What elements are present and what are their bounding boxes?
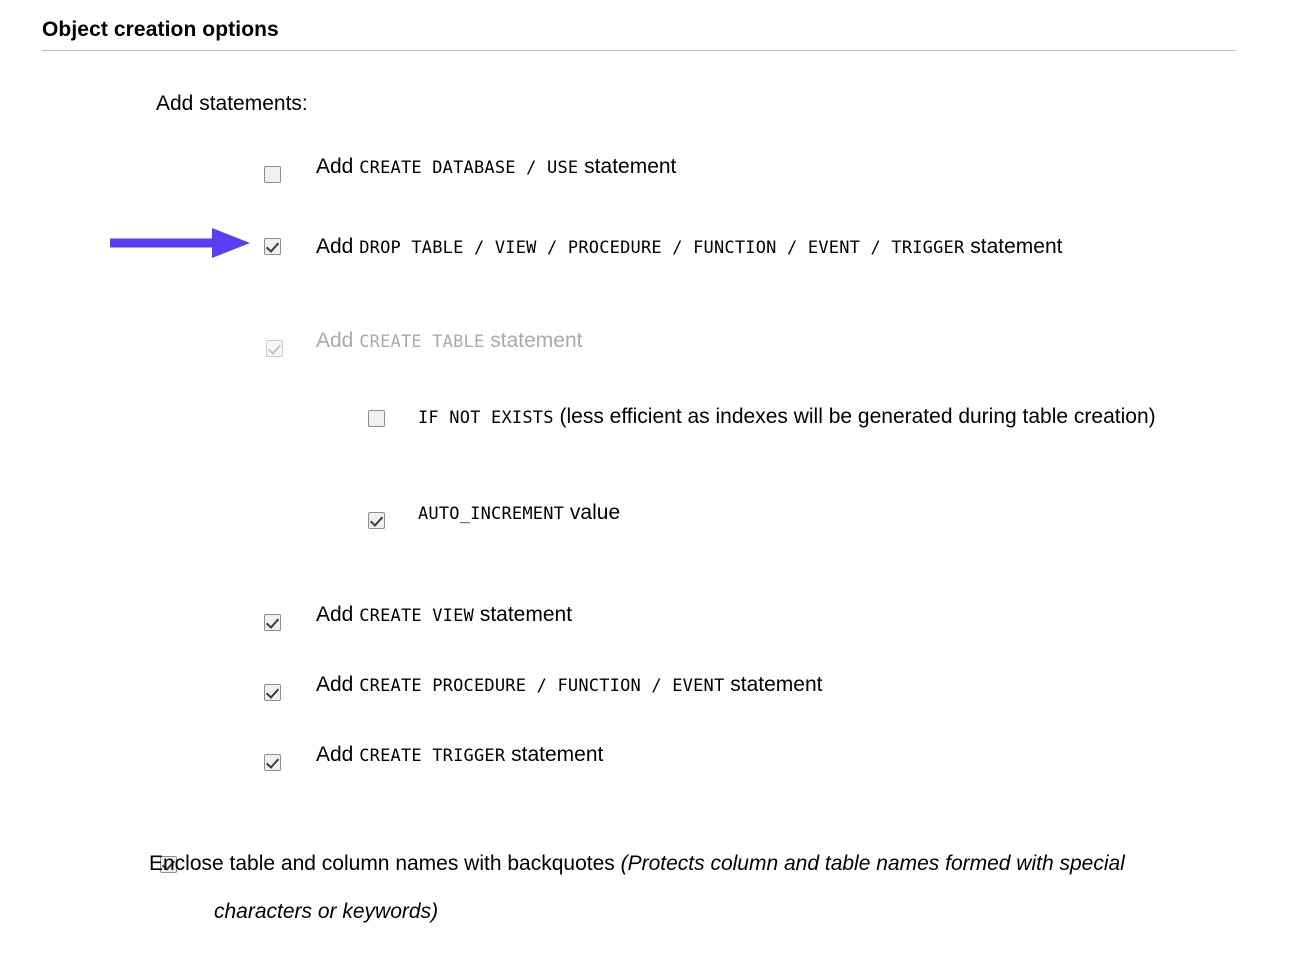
- checkbox-box[interactable]: [368, 410, 385, 427]
- option-keyword: DROP TABLE / VIEW / PROCEDURE / FUNCTION / EVENT / TRIGGER: [359, 238, 965, 258]
- checkbox-if-not-exists[interactable]: [368, 404, 385, 432]
- option-keyword: CREATE VIEW: [359, 606, 474, 626]
- option-suffix: statement: [964, 235, 1063, 258]
- label-create-table: [316, 326, 1216, 357]
- add-statements-label: Add statements:: [156, 92, 308, 115]
- label-create-database: [316, 152, 1216, 183]
- option-suffix: statement: [505, 743, 604, 766]
- page-title: Object creation options: [42, 18, 279, 41]
- option-prefix: Add: [316, 155, 360, 178]
- label-create-trigger: [316, 740, 1216, 771]
- option-suffix: (less efficient as indexes will be generated during table creation): [553, 405, 1156, 428]
- checkbox-box[interactable]: [368, 512, 385, 529]
- option-suffix: statement: [724, 673, 823, 696]
- option-prefix: Add: [316, 603, 360, 626]
- option-keyword: CREATE TABLE: [359, 332, 485, 352]
- backquotes-note: (Protects column and table names formed with special characters or keywords): [214, 852, 1125, 923]
- option-keyword: CREATE TRIGGER: [359, 746, 506, 766]
- option-suffix: statement: [484, 329, 583, 352]
- option-prefix: Add: [316, 329, 360, 352]
- checkbox-box[interactable]: [264, 614, 281, 631]
- option-keyword: CREATE DATABASE / USE: [359, 158, 579, 178]
- checkbox-box[interactable]: [266, 340, 283, 357]
- option-prefix: Add: [316, 673, 360, 696]
- checkbox-create-procedure[interactable]: [264, 678, 281, 706]
- label-auto-increment: [418, 498, 1158, 529]
- label-create-procedure: [316, 670, 1216, 701]
- checkbox-create-view[interactable]: [264, 608, 281, 636]
- checkbox-create-trigger[interactable]: [264, 748, 281, 776]
- option-suffix: statement: [578, 155, 677, 178]
- pointer-arrow-icon: [108, 226, 254, 260]
- option-keyword: CREATE PROCEDURE / FUNCTION / EVENT: [359, 676, 725, 696]
- label-drop-table: [316, 224, 1206, 271]
- label-backquotes: [149, 840, 1214, 936]
- option-prefix: Add: [316, 743, 360, 766]
- checkbox-auto-increment[interactable]: [368, 506, 385, 534]
- checkbox-create-table[interactable]: [266, 334, 283, 362]
- checkbox-box[interactable]: [264, 684, 281, 701]
- checkbox-create-database[interactable]: [264, 160, 281, 188]
- checkbox-box[interactable]: [264, 166, 281, 183]
- title-divider: [42, 50, 1236, 51]
- checkbox-box[interactable]: [264, 754, 281, 771]
- option-keyword: AUTO_INCREMENT: [418, 504, 565, 524]
- label-create-view: [316, 600, 1216, 631]
- label-if-not-exists: [418, 394, 1158, 441]
- option-prefix: Add: [316, 235, 360, 258]
- option-suffix: value: [564, 501, 621, 524]
- backquotes-text: Enclose table and column names with backquotes: [149, 852, 621, 875]
- option-suffix: statement: [474, 603, 573, 626]
- option-keyword: IF NOT EXISTS: [418, 408, 554, 428]
